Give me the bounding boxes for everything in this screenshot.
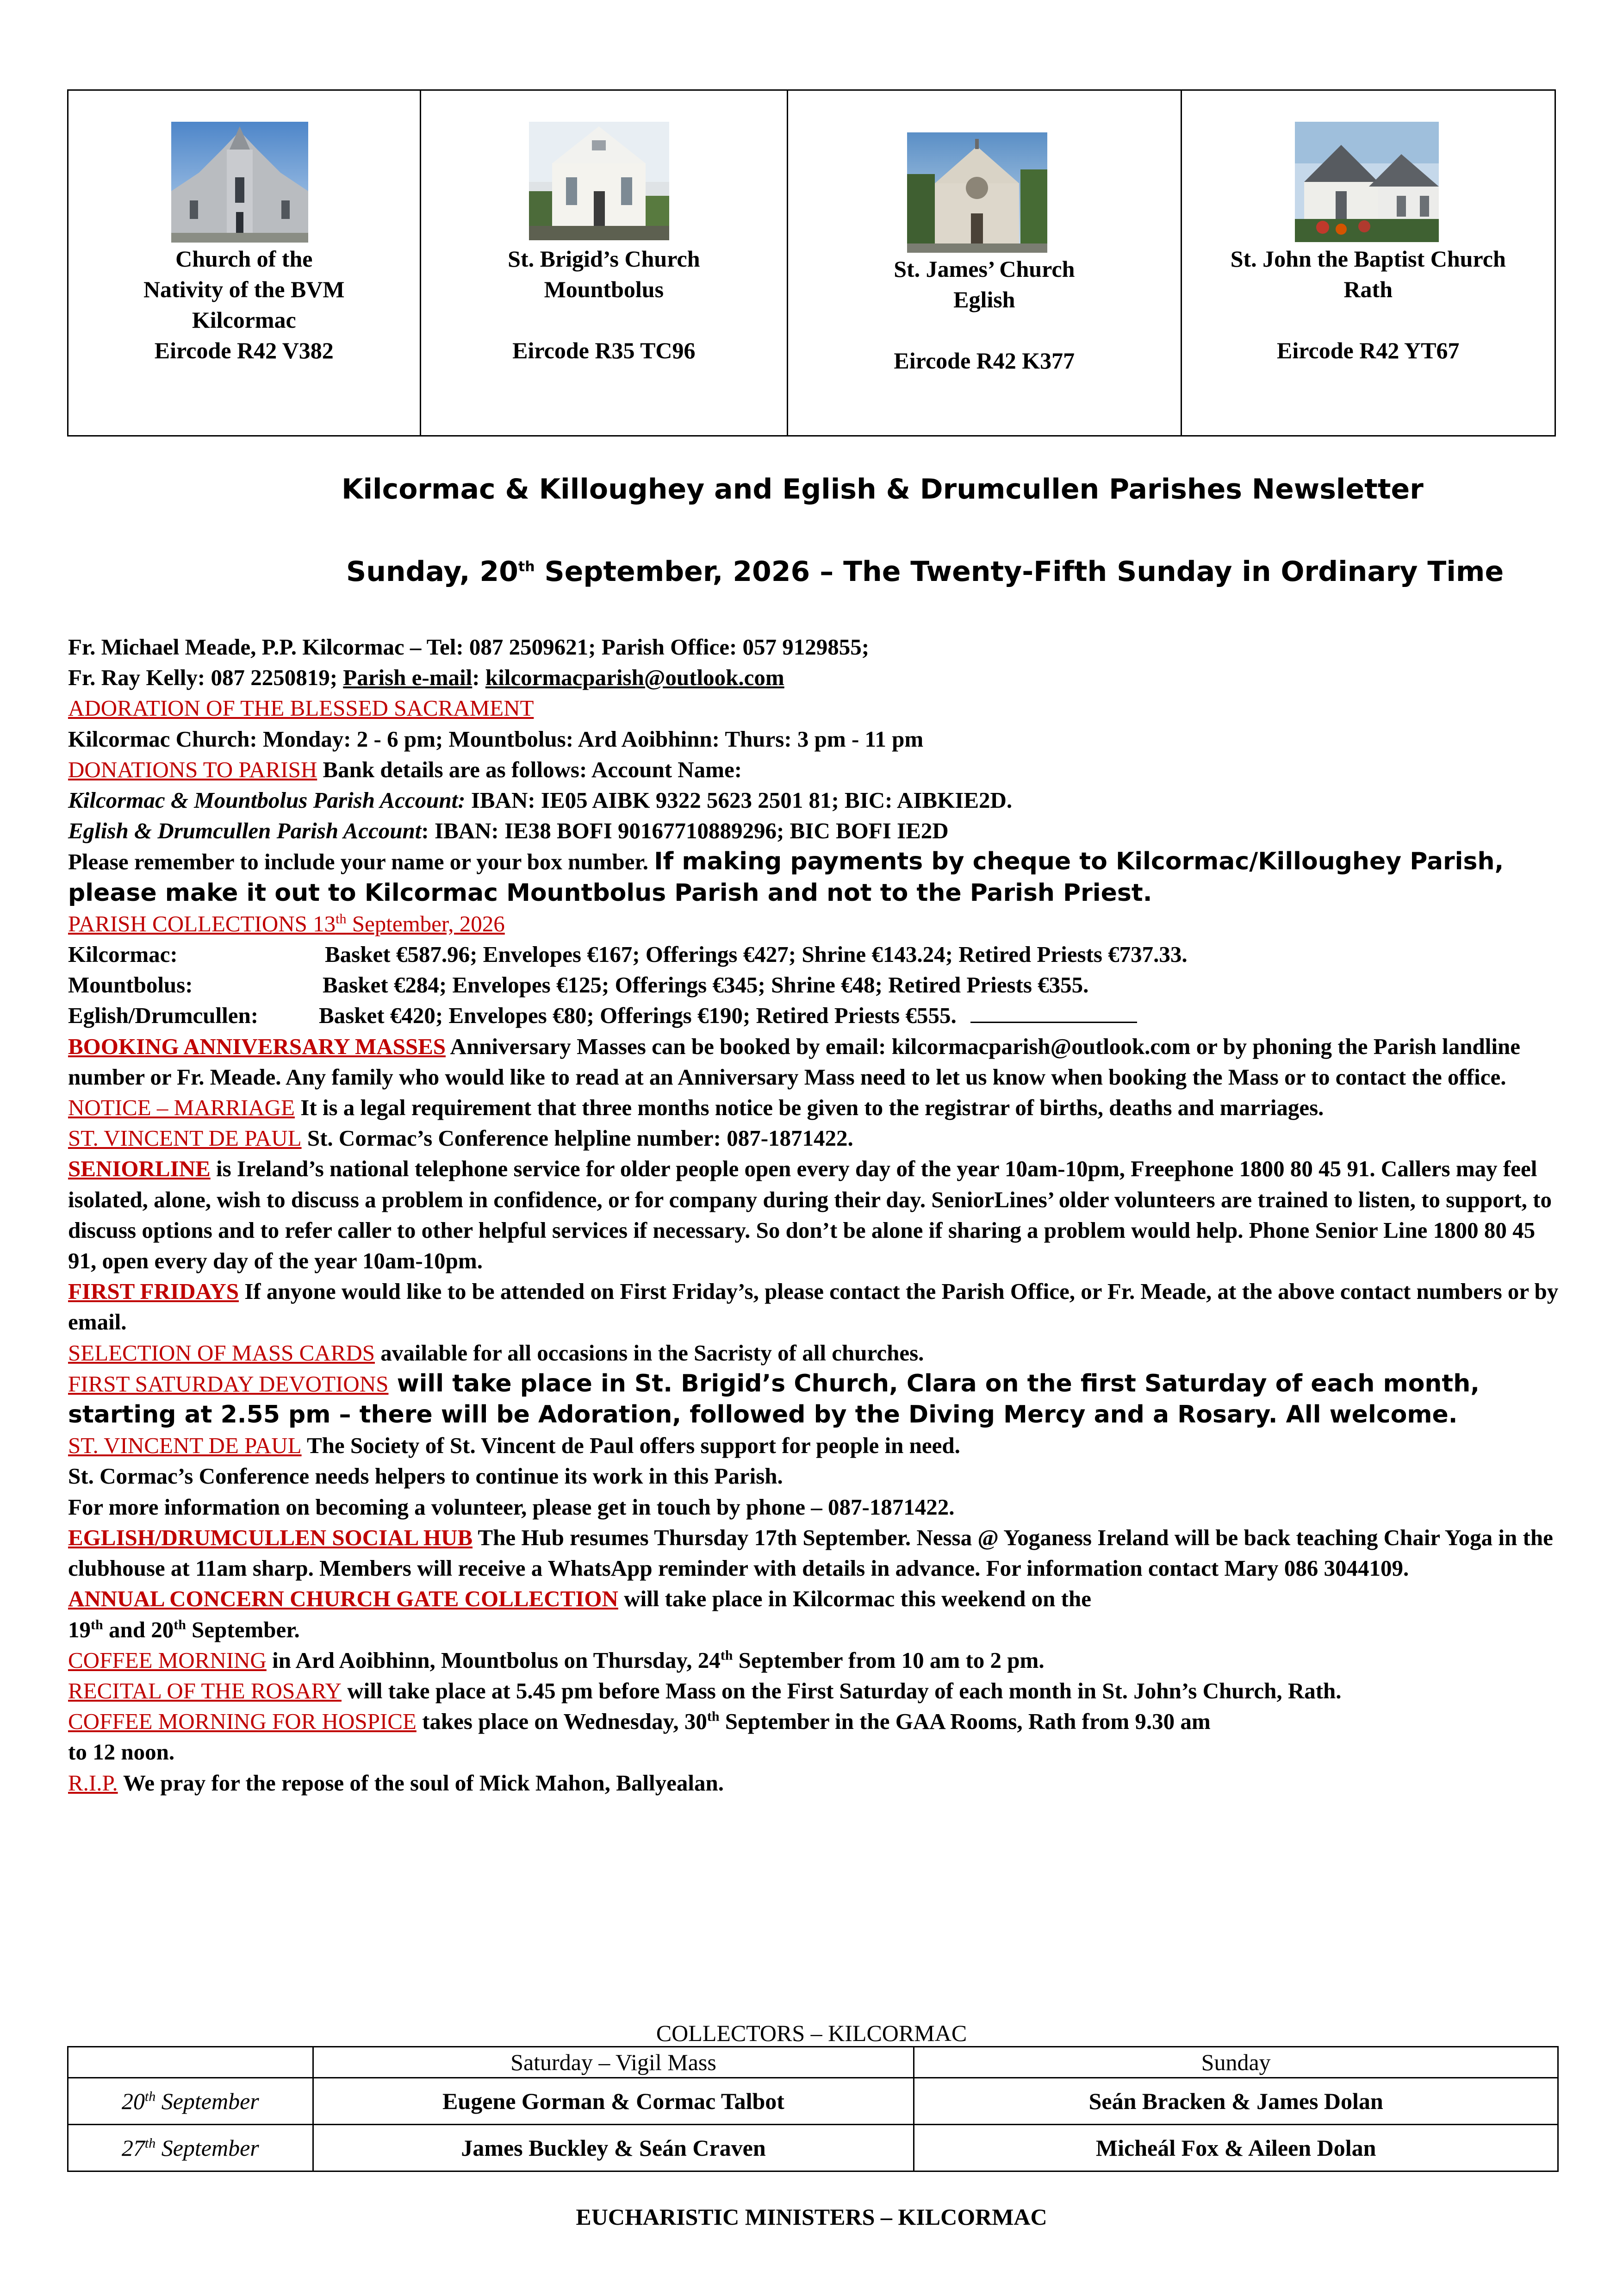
adoration-heading: ADORATION OF THE BLESSED SACRAMENT (68, 695, 534, 721)
church-photo-rath (1295, 122, 1439, 242)
church-name-2-line2: Mountbolus (544, 276, 664, 302)
contact-line-2: Fr. Ray Kelly: 087 2250819; Parish e-mail: kilcormacparish@outlook.com (68, 665, 784, 691)
church-eircode-4: Eircode R42 YT67 (1277, 337, 1460, 363)
collectors-header-sunday: Sunday (914, 2047, 1558, 2078)
collectors-header-date (68, 2047, 313, 2078)
collectors-header-saturday: Saturday – Vigil Mass (313, 2047, 914, 2078)
newsletter-body (68, 632, 1567, 1798)
anniversary-section: BOOKING ANNIVERSARY MASSES Anniversary Masses can be booked by email: kilcormacparish@outlook.com or by phoning the Parish landline number or Fr. Meade. Any family who would like to read at an Anniversary Mass need to let us know when booking the Mass or to contact the office. (68, 1033, 1521, 1090)
table-row (68, 2078, 1558, 2125)
church-eircode-2: Eircode R35 TC96 (512, 337, 696, 363)
svdp-line-2: St. Cormac’s Conference needs helpers to continue its work in this Parish. (68, 1463, 783, 1489)
collectors-saturday: Eugene Gorman & Cormac Talbot (313, 2078, 914, 2125)
church-name-1: Church of the (175, 246, 313, 272)
collection-row-mountbolus: Mountbolus: Basket €284; Envelopes €125; Offerings €345; Shrine €48; Retired Priests €355. (68, 972, 1089, 998)
collectors-title: COLLECTORS – KILCORMAC (656, 2020, 967, 2046)
rosary-section: RECITAL OF THE ROSARY will take place at 5.45 pm before Mass on the First Saturday of each month in St. John’s Church, Rath. (68, 1678, 1342, 1703)
adoration-text: Kilcormac Church: Monday: 2 - 6 pm; Mountbolus: Ard Aoibhinn: Thurs: 3 pm - 11 pm (68, 726, 924, 752)
seniorline-section: SENIORLINE is Ireland’s national telephone service for older people open every day of the year 10am-10pm, Freephone 1800 80 45 91. Callers may feel isolated, alone, wish to discuss a problem in confidence, or for company during their day. SeniorLines’ older volunteers are trained to listen, to support, to discuss options and to refer caller to other helpful services if necessary. So don’t be alone if sharing a problem would help. Phone Senior Line 1800 80 45 91, open every day of the year 10am-10pm. (68, 1156, 1552, 1274)
table-row (68, 2125, 1558, 2171)
church-cell-rath (1182, 91, 1555, 435)
newsletter-title: Kilcormac & Killoughey and Eglish & Drumcullen Parishes Newsletter (342, 473, 1424, 505)
contact-line-1: Fr. Michael Meade, P.P. Kilcormac – Tel: 087 2509621; Parish Office: 057 9129855; (68, 634, 870, 660)
collectors-sunday: Micheál Fox & Aileen Dolan (914, 2125, 1558, 2171)
coffee-morning-section: COFFEE MORNING in Ard Aoibhinn, Mountbolus on Thursday, 24th September from 10 am to 2 pm. (68, 1647, 1045, 1673)
donations-account-1: Kilcormac & Mountbolus Parish Account: IBAN: IE05 AIBK 9322 5623 2501 81; BIC: AIBKIE2D. (68, 787, 1013, 813)
church-name-2: St. Brigid’s Church (508, 246, 700, 272)
collectors-saturday: James Buckley & Seán Craven (313, 2125, 914, 2171)
concern-dates: 19th and 20th September. (68, 1616, 300, 1642)
church-cell-mountbolus (421, 91, 789, 435)
collectors-date: 27th September (68, 2125, 313, 2171)
donations-account-2: Eglish & Drumcullen Parish Account: IBAN: IE38 BOFI 90167710889296; BIC BOFI IE2D (68, 818, 949, 844)
church-photo-mountbolus (529, 122, 669, 240)
social-hub-section: EGLISH/DRUMCULLEN SOCIAL HUB The Hub resumes Thursday 17th September. Nessa @ Yoganess Ireland will be back teaching Chair Yoga in the clubhouse at 11am sharp. Members will receive a WhatsApp reminder with details in advance. For information contact Mary 086 3044109. (68, 1524, 1553, 1581)
date-line: Sunday, 20th September, 2026 – The Twenty-Fifth Sunday in Ordinary Time (346, 555, 1504, 588)
first-fridays-section: FIRST FRIDAYS If anyone would like to be attended on First Friday’s, please contact the Parish Office, or Fr. Meade, at the above contact numbers or by email. (68, 1279, 1559, 1335)
church-photo-kilcormac (171, 122, 308, 243)
church-name-4-line2: Rath (1343, 276, 1393, 302)
svdp-section-2: ST. VINCENT DE PAUL The Society of St. Vincent de Paul offers support for people in need. (68, 1433, 960, 1459)
concern-section: ANNUAL CONCERN CHURCH GATE COLLECTION will take place in Kilcormac this weekend on the (68, 1586, 1091, 1612)
church-eircode-3: Eircode R42 K377 (894, 348, 1075, 374)
collection-row-kilcormac: Kilcormac: Basket €587.96; Envelopes €167; Offerings €427; Shrine €143.24; Retired Priests €737.33. (68, 942, 1188, 967)
mass-cards-section: SELECTION OF MASS CARDS available for all occasions in the Sacristy of all churches. (68, 1340, 924, 1366)
church-photo-eglish (907, 132, 1047, 253)
collectors-header-row (68, 2047, 1558, 2078)
coffee-hospice-section: COFFEE MORNING FOR HOSPICE takes place on Wednesday, 30th September in the GAA Rooms, Rath from 9.30 am (68, 1709, 1211, 1734)
collectors-date: 20th September (68, 2078, 313, 2125)
coffee-hospice-line-2: to 12 noon. (68, 1739, 175, 1765)
church-eircode-1: Eircode R42 V382 (154, 337, 334, 363)
collectors-sunday: Seán Bracken & James Dolan (914, 2078, 1558, 2125)
ministers-title: EUCHARISTIC MINISTERS – KILCORMAC (576, 2204, 1047, 2230)
church-name-1-line2: Nativity of the BVM (143, 276, 345, 302)
donations-section: DONATIONS TO PARISH Bank details are as follows: Account Name: (68, 756, 742, 782)
parish-email-link[interactable]: kilcormacparish@outlook.com (485, 665, 784, 691)
church-name-4: St. John the Baptist Church (1230, 246, 1506, 272)
marriage-section: NOTICE – MARRIAGE It is a legal requirement that three months notice be given to the registrar of births, deaths and marriages. (68, 1095, 1324, 1121)
church-name-3-line2: Eglish (953, 287, 1015, 312)
svdp-section-1: ST. VINCENT DE PAUL St. Cormac’s Conference helpline number: 087-1871422. (68, 1125, 853, 1151)
church-header-table (67, 89, 1556, 437)
church-cell-kilcormac (68, 91, 421, 435)
svdp-line-3: For more information on becoming a volunteer, please get in touch by phone – 087-1871422. (68, 1494, 955, 1520)
collection-row-eglish: Eglish/Drumcullen: Basket €420; Envelopes €80; Offerings €190; Retired Priests €555. (68, 1000, 1567, 1031)
rip-section: R.I.P. We pray for the repose of the soul of Mick Mahon, Ballyealan. (68, 1770, 724, 1796)
collectors-table (67, 2046, 1559, 2172)
collections-heading: PARISH COLLECTIONS 13th September, 2026 (68, 911, 505, 936)
blank-line (970, 1003, 1137, 1023)
church-name-3: St. James’ Church (894, 256, 1075, 282)
church-cell-eglish (788, 91, 1181, 435)
church-name-1-line3: Kilcormac (192, 307, 296, 333)
donations-reminder: Please remember to include your name or your box number. If making payments by cheque to Kilcormac/Killoughey Parish, please make it out to Kilcormac Mountbolus Parish and not to the Parish Priest. (68, 848, 1504, 907)
first-saturday-section: FIRST SATURDAY DEVOTIONS will take place in St. Brigid’s Church, Clara on the first Saturday of each month, starting at 2.55 pm – there will be Adoration, followed by the Diving Mercy and a Rosary. All welcome. (68, 1369, 1480, 1429)
